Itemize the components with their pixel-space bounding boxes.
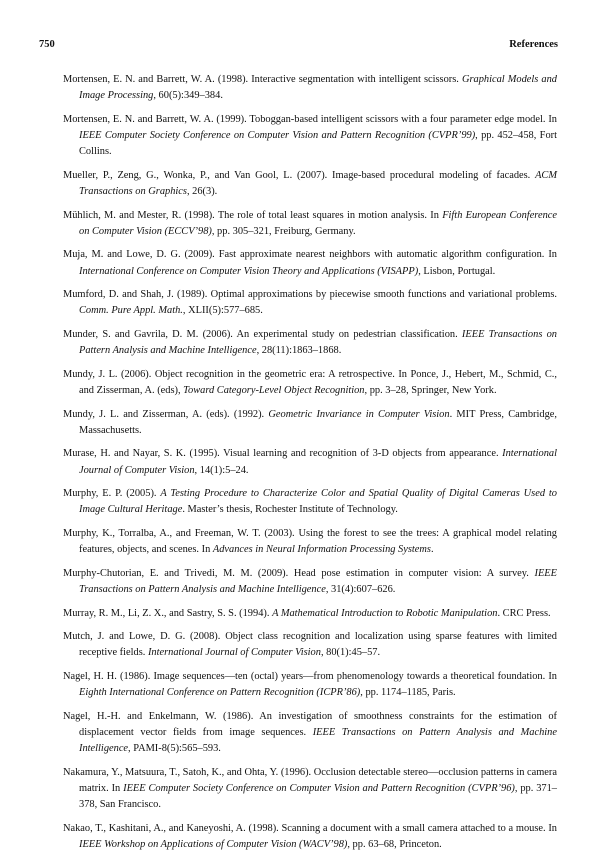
ref-details: , pp. 452–458, Fort Collins. (79, 130, 557, 158)
reference-entry (63, 407, 557, 439)
reference-entry (63, 112, 557, 161)
ref-venue: International Journal of Computer Vision (79, 448, 557, 476)
reference-entry (63, 367, 557, 399)
reference-entry (63, 287, 557, 319)
ref-details: , 80(1):45–57. (320, 647, 381, 659)
ref-venue: Fifth European Conference on Computer Vision (ECCV’98) (79, 209, 557, 237)
ref-details: , PAMI-8(5):565–593. (128, 743, 221, 755)
ref-details: , 26(3). (186, 186, 218, 197)
ref-venue: Advances in Neural Information Processing Systems (212, 544, 431, 556)
ref-venue: IEEE Transactions on Pattern Analysis and Machine Intelligence (79, 328, 557, 357)
reference-list (63, 72, 557, 861)
ref-text: Mortensen, E. N. and Barrett, W. A. (1999). Toboggan-based intelligent scissors with a four parameter edge model. In (63, 113, 557, 125)
ref-details: , pp. 63–68, Princeton. (347, 838, 442, 850)
ref-venue: IEEE Computer Society Conference on Computer Vision and Pattern Recognition (CVPR’96) (123, 782, 515, 794)
ref-text: Mutch, J. and Lowe, D. G. (2008). Object class recognition and localization using sparse features with limited receptive fields. (63, 631, 557, 659)
ref-venue: International Conference on Computer Vision Theory and Applications (VISAPP) (79, 265, 419, 277)
ref-venue: Toward Category-Level Object Recognition (183, 384, 365, 396)
ref-venue: IEEE Computer Society Conference on Computer Vision and Pattern Recognition (CVPR’99) (79, 130, 476, 141)
ref-text: Muja, M. and Lowe, D. G. (2009). Fast approximate nearest neighbors with automatic algorithm configuration. In (63, 249, 557, 261)
reference-entry (63, 446, 557, 478)
ref-venue: Comm. Pure Appl. Math. (79, 305, 183, 317)
reference-entry (63, 327, 557, 359)
reference-entry (63, 669, 557, 701)
reference-entry (63, 709, 557, 758)
reference-entry (63, 765, 557, 814)
ref-details: , 14(1):5–24. (194, 464, 249, 476)
reference-entry (63, 629, 557, 661)
ref-venue: A Mathematical Introduction to Robotic Manipulation (272, 607, 498, 619)
reference-entry (63, 247, 557, 279)
ref-text: Mundy, J. L. and Zisserman, A. (eds). (1992). (63, 408, 269, 420)
ref-venue: International Journal of Computer Vision (147, 647, 321, 659)
reference-entry (63, 821, 557, 853)
ref-details: . Master’s thesis, Rochester Institute of Technology. (182, 504, 398, 516)
ref-details: . (430, 544, 434, 556)
ref-text: Mühlich, M. and Mester, R. (1998). The role of total least squares in motion analysis. In (63, 209, 443, 221)
reference-entry (63, 526, 557, 558)
running-head (39, 39, 558, 55)
ref-details: . MIT Press, Cambridge, Massachusetts. (79, 408, 558, 436)
reference-entry (63, 208, 557, 240)
ref-text: Murray, R. M., Li, Z. X., and Sastry, S. S. (1994). (63, 607, 273, 619)
ref-details: , pp. 1174–1185, Paris. (360, 687, 456, 699)
ref-venue: Geometric Invariance in Computer Vision (268, 408, 450, 420)
ref-text: Munder, S. and Gavrila, D. M. (2006). An experimental study on pedestrian classification. (63, 328, 462, 340)
ref-details: , pp. 371–378, San Francisco. (79, 782, 557, 811)
ref-venue: Graphical Models and Image Processing (79, 74, 557, 102)
reference-entry (63, 606, 557, 622)
ref-details: , pp. 305–321, Freiburg, Germany. (211, 225, 356, 237)
ref-text: Nakao, T., Kashitani, A., and Kaneyoshi, A. (1998). Scanning a document with a small camera attached to a mouse. In (63, 822, 557, 834)
section-title: References (509, 39, 558, 50)
ref-text: Murphy-Chutorian, E. and Trivedi, M. M. (2009). Head pose estimation in computer vision: A survey. (63, 567, 535, 579)
ref-text: Murase, H. and Nayar, S. K. (1995). Visual learning and recognition of 3-D objects from appearance. (63, 448, 503, 460)
ref-venue: IEEE Workshop on Applications of Computer Vision (WACV’98) (79, 838, 348, 850)
ref-details: . CRC Press. (497, 607, 551, 619)
ref-venue: ACM Transactions on Graphics (79, 169, 557, 197)
ref-details: , 60(5):349–384. (153, 90, 223, 102)
page-number: 750 (39, 39, 55, 50)
ref-details: , XLII(5):577–685. (182, 305, 263, 317)
ref-text: Mumford, D. and Shah, J. (1989). Optimal approximations by piecewise smooth functions and variational problems. (63, 289, 557, 301)
ref-details: , 31(4):607–626. (325, 583, 396, 595)
ref-text: Murphy, K., Torralba, A., and Freeman, W. T. (2003). Using the forest to see the trees: A graphical model relating features, objects, and scenes. In (63, 527, 557, 556)
ref-text: Nagel, H. H. (1986). Image sequences—ten (octal) years—from phenomenology towards a theoretical foundation. In (63, 670, 557, 682)
ref-text: Nakamura, Y., Matsuura, T., Satoh, K., and Ohta, Y. (1996). Occlusion detectable stereo—occlusion patterns in camera matrix. In (63, 766, 557, 794)
ref-details: , Lisbon, Portugal. (418, 265, 496, 277)
ref-details: , 28(11):1863–1868. (256, 345, 342, 357)
ref-venue: IEEE Transactions on Pattern Analysis and Machine Intelligence (79, 726, 557, 755)
ref-venue: IEEE Transactions on Pattern Analysis and Machine Intelligence (79, 567, 557, 595)
reference-entry (63, 72, 557, 104)
ref-text: Mueller, P., Zeng, G., Wonka, P., and Van Gool, L. (2007). Image-based procedural modeling of facades. (63, 169, 536, 181)
ref-venue: A Testing Procedure to Characterize Color and Spatial Quality of Digital Cameras Used to Image Cultural Heritage (79, 488, 557, 516)
ref-text: Mortensen, E. N. and Barrett, W. A. (1998). Interactive segmentation with intelligent scissors. (63, 74, 462, 85)
ref-text: Mundy, J. L. (2006). Object recognition in the geometric era: A retrospective. In Ponce, J., Hebert, M., Schmid, C., and Zisserman, A. (eds), (63, 368, 557, 396)
ref-venue: Eighth International Conference on Pattern Recognition (ICPR’86) (79, 687, 361, 699)
reference-entry (63, 168, 557, 200)
reference-entry (63, 486, 557, 518)
ref-text: Nagel, H.-H. and Enkelmann, W. (1986). An investigation of smoothness constraints for the estimation of displacement vector fields from image sequences. (63, 710, 557, 738)
reference-entry (63, 566, 557, 598)
ref-text: Murphy, E. P. (2005). (63, 488, 161, 500)
ref-details: , pp. 3–28, Springer, New York. (364, 384, 497, 396)
